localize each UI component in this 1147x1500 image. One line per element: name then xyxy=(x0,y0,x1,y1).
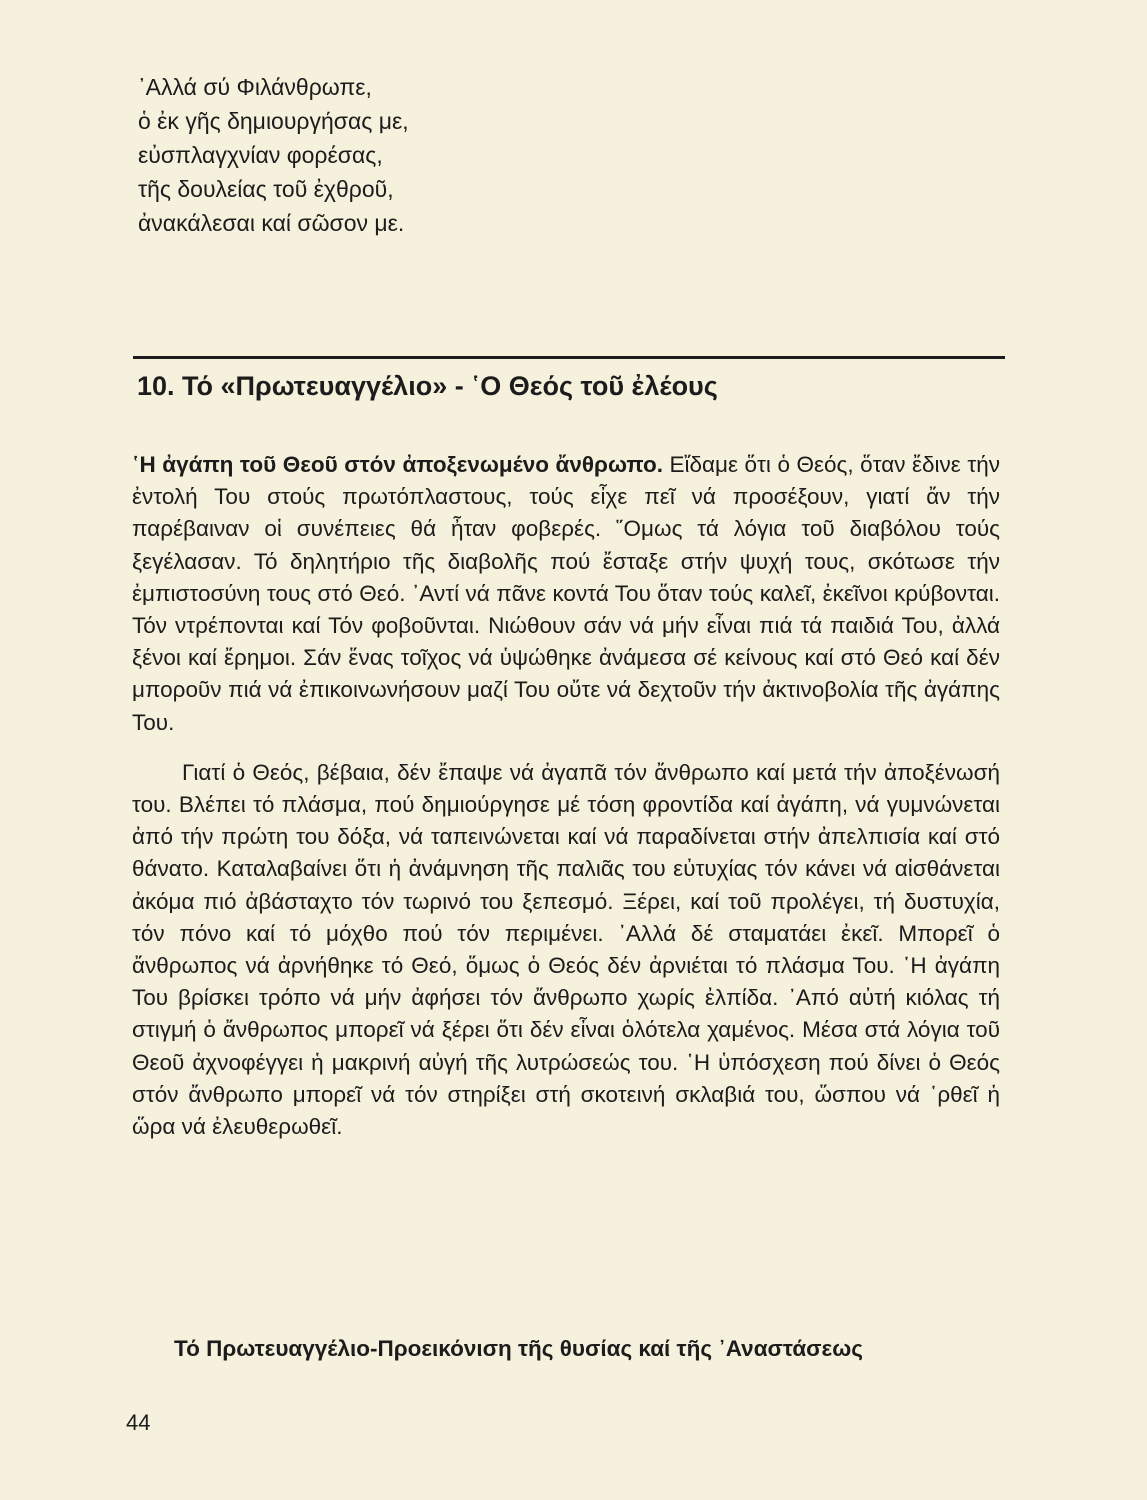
paragraph-1 xyxy=(132,449,1000,739)
body-text xyxy=(132,449,1000,1143)
section-divider xyxy=(133,356,1005,359)
poem-line: ἀνακάλεσαι καί σῶσον με. xyxy=(138,210,405,236)
page-number: 44 xyxy=(126,1410,151,1435)
subsection-heading: Τό Πρωτευαγγέλιο-Προεικόνιση τῆς θυσίας καί τῆς ᾿Αναστάσεως xyxy=(174,1336,863,1361)
poem-line: ᾿Αλλά σύ Φιλάνθρωπε, xyxy=(138,74,372,100)
poem-line: εὐσπλαγχνίαν φορέσας, xyxy=(138,142,383,168)
poem-line: ὁ ἐκ γῆς δημιουργήσας με, xyxy=(138,108,409,134)
paragraph-1-text: Εἴδαμε ὅτι ὁ Θεός, ὅταν ἔδινε τήν ἐντολή Του στούς πρωτόπλαστους, τούς εἶχε πεῖ νά προσέξουν, γιατί ἄν τήν παρέβαιναν οἱ συνέπειες θά ἦταν φοβερές. ῞Ομως τά λόγια τοῦ διαβόλου τούς ξεγέλασαν. Τό δηλητήριο τῆς διαβολῆς πού ἔσταξε στήν ψυχή τους, σκότωσε τήν ἐμπιστοσύνη τους στό Θεό. ᾿Αντί νά πᾶνε κοντά Του ὅταν τούς καλεῖ, ἐκεῖνοι κρύβονται. Τόν ντρέπονται καί Τόν φοβοῦνται. Νιώθουν σάν νά μήν εἶναι πιά τά παιδιά Του, ἀλλά ξένοι καί ἔρημοι. Σάν ἕνας τοῖχος νά ὑψώθηκε ἀνάμεσα σέ κείνους καί στό Θεό καί δέν μποροῦν πιά νά ἐπικοινωνήσουν μαζί Του οὔτε νά δεχτοῦν τήν ἀκτινοβολία τῆς ἀγάπης Του. xyxy=(132,452,1001,735)
section-heading: 10. Τό «Πρωτευαγγέλιο» - ῾Ο Θεός τοῦ ἐλέους xyxy=(137,371,718,401)
paragraph-2: Γιατί ὁ Θεός, βέβαια, δέν ἔπαψε νά ἀγαπᾶ τόν ἄνθρωπο καί μετά τήν ἀποξένωσή του. Βλέπει τό πλάσμα, πού δημιούργησε μέ τόση φροντίδα καί ἀγάπη, νά γυμνώνεται ἀπό τήν πρώτη του δόξα, νά ταπεινώνεται καί νά παραδίνεται στήν ἀπελπισία καί στό θάνατο. Καταλαβαίνει ὅτι ἡ ἀνάμνηση τῆς παλιᾶς του εὐτυχίας τόν κάνει νά αἰσθάνεται ἀκόμα πιό ἀβάσταχτο τόν τωρινό του ξεπεσμό. Ξέρει, καί τοῦ προλέγει, τή δυστυχία, τόν πόνο καί τό μόχθο πού τόν περιμένει. ᾿Αλλά δέ σταματάει ἐκεῖ. Μπορεῖ ὁ ἄνθρωπος νά ἀρνήθηκε τό Θεό, ὅμως ὁ Θεός δέν ἀρνιέται τό πλάσμα Του. ῾Η ἀγάπη Του βρίσκει τρόπο νά μήν ἀφήσει τόν ἄνθρωπο χωρίς ἐλπίδα. ᾿Από αὐτή κιόλας τή στιγμή ὁ ἄνθρωπος μπορεῖ νά ξέρει ὅτι δέν εἶναι ὁλότελα χαμένος. Μέσα στά λόγια τοῦ Θεοῦ ἀχνοφέγγει ἡ μακρινή αὐγή τῆς λυτρώσεώς του. ῾Η ὑπόσχεση πού δίνει ὁ Θεός στόν ἄνθρωπο μπορεῖ νά τόν στηρίξει στή σκοτεινή σκλαβιά του, ὥσπου νά ῾ρθεῖ ἡ ὥρα νά ἐλευθερωθεῖ. xyxy=(132,759,1000,1140)
poem-line: τῆς δουλείας τοῦ ἐχθροῦ, xyxy=(138,176,394,202)
poem-stanza xyxy=(138,70,698,240)
paragraph-lead: ῾Η ἀγάπη τοῦ Θεοῦ στόν ἀποξενωμένο ἄνθρωπο. xyxy=(132,452,663,477)
